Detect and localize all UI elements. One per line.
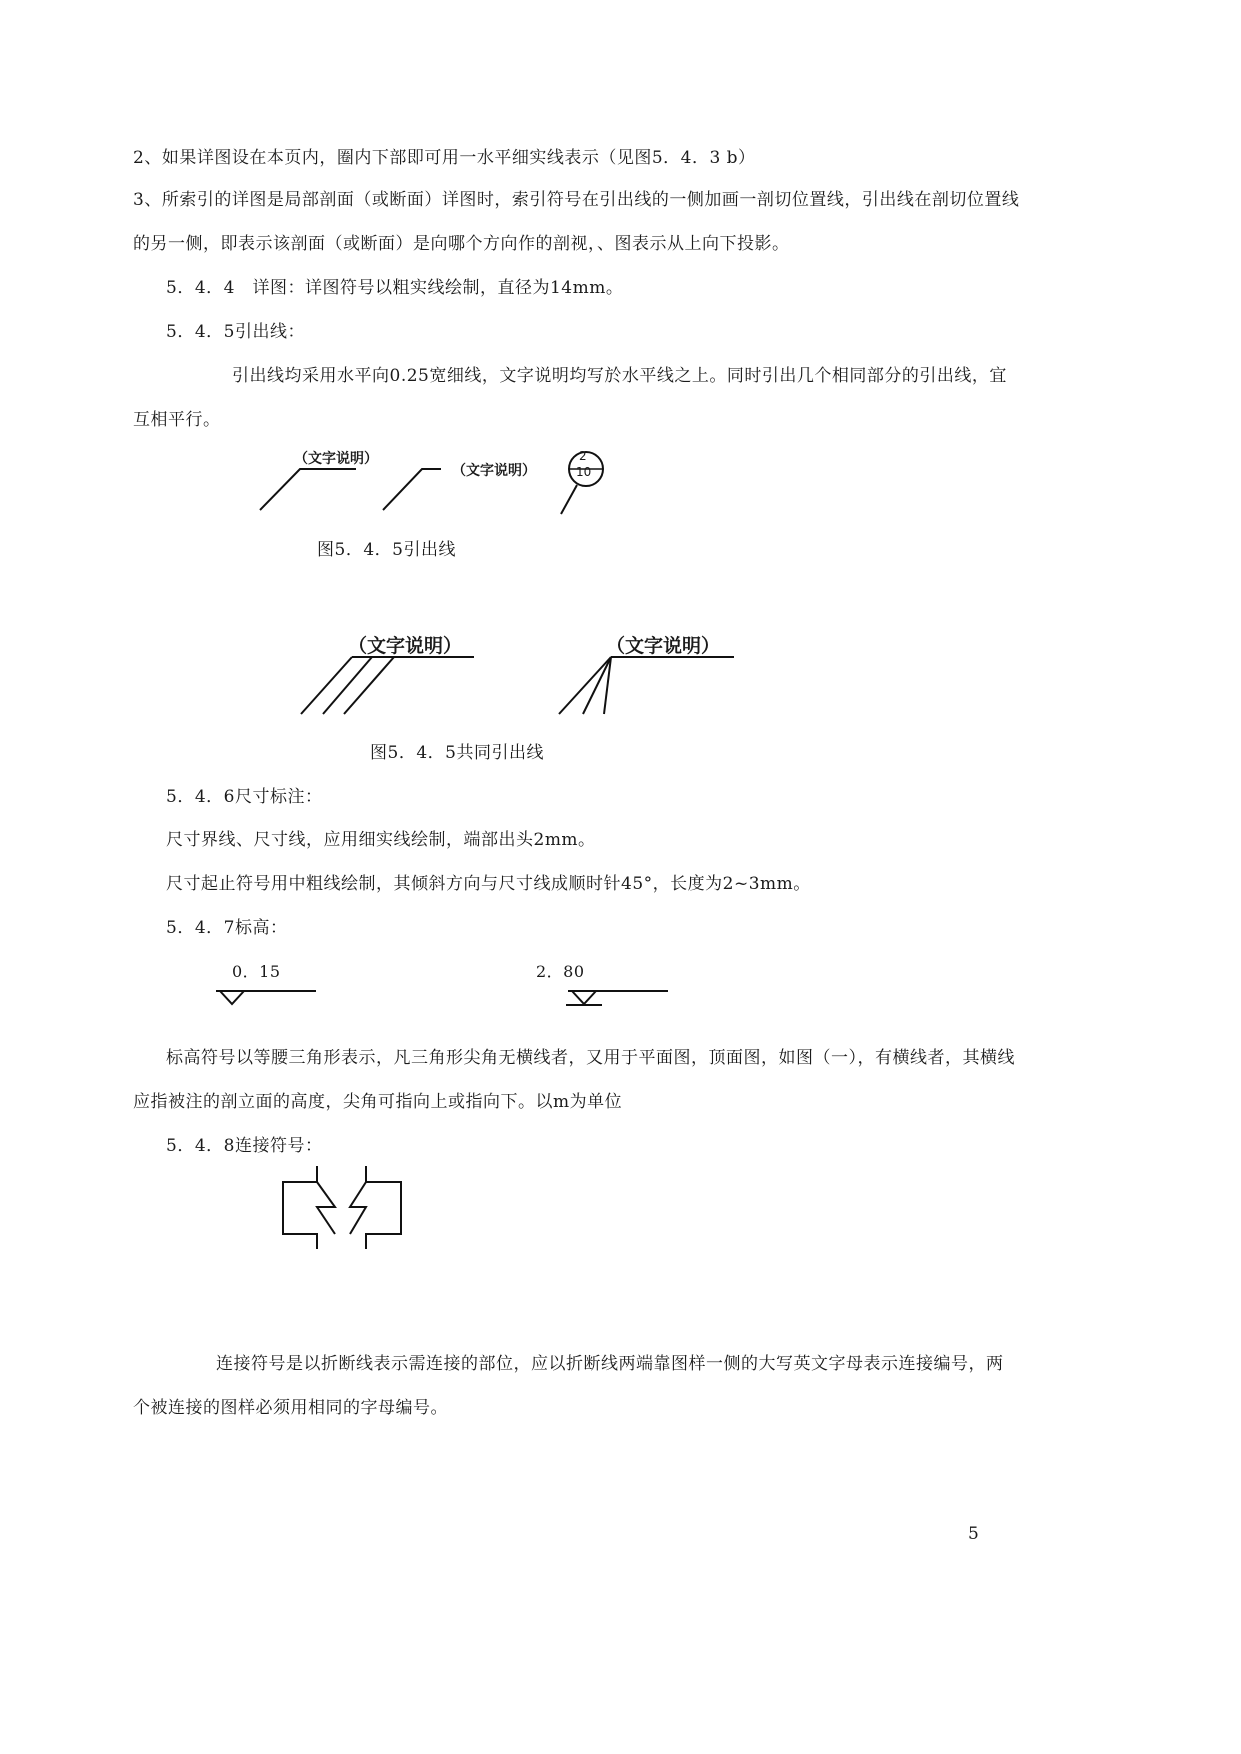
- section-5-4-5-heading: 5．4．5引出线：: [166, 322, 305, 342]
- section-5-4-4: 5．4．4 详图：详图符号以粗实线绘制，直径为14mm。: [166, 278, 624, 298]
- section-5-4-7-heading: 5．4．7标高：: [166, 918, 288, 938]
- section-5-4-6-line1: 尺寸界线、尺寸线，应用细实线绘制，端部出头2mm。: [166, 830, 596, 850]
- common-leader-label-2: （文字说明）: [606, 635, 721, 657]
- leader-label-2: （文字说明）: [452, 463, 536, 479]
- section-5-4-5-line1: 引出线均采用水平向0.25宽细线，文字说明均写於水平线之上。同时引出几个相同部分的引出线，宜: [232, 366, 1007, 386]
- elevation-value-2: 2．80: [536, 962, 585, 981]
- paragraph-section-detail-line2: 的另一侧，即表示该剖面（或断面）是向哪个方向作的剖视，、图表示从上向下投影。: [133, 234, 790, 254]
- paragraph-section-detail-line1: 3、所索引的详图是局部剖面（或断面）详图时，索引符号在引出线的一侧加画一剖切位置线，引出线在剖切位置线: [133, 190, 1020, 210]
- elevation-value-1: 0．15: [232, 962, 281, 981]
- connection-bracket-left: [283, 1166, 317, 1249]
- break-line-right: [350, 1182, 366, 1234]
- figure-caption-leader: 图5．4．5引出线: [317, 540, 456, 560]
- index-circle-top: 2: [579, 449, 587, 463]
- figure-caption-common-leader: 图5．4．5共同引出线: [370, 743, 544, 763]
- section-5-4-8-line1: 连接符号是以折断线表示需连接的部位，应以折断线两端靠图样一侧的大写英文字母表示连接编号，两: [216, 1354, 1004, 1374]
- index-circle-bottom: 10: [576, 465, 592, 479]
- section-5-4-8-heading: 5．4．8连接符号：: [166, 1136, 323, 1156]
- section-5-4-6-heading: 5．4．6尺寸标注：: [166, 787, 323, 807]
- section-5-4-7-line2: 应指被注的剖立面的高度，尖角可指向上或指向下。以m为单位: [133, 1092, 623, 1112]
- leader-label-1: （文字说明）: [294, 451, 378, 467]
- connection-bracket-right: [366, 1166, 401, 1249]
- page-number: 5: [968, 1524, 980, 1544]
- paragraph-detail-in-page: 2、如果详图设在本页内，圈内下部即可用一水平细实线表示（见图5．4．3 b）: [133, 148, 756, 168]
- section-5-4-7-line1: 标高符号以等腰三角形表示，凡三角形尖角无横线者，又用于平面图，顶面图，如图（一），有横线者，其横线: [166, 1048, 1015, 1068]
- section-5-4-6-line2: 尺寸起止符号用中粗线绘制，其倾斜方向与尺寸线成顺时针45°，长度为2~3mm。: [166, 874, 811, 894]
- section-5-4-8-line2: 个被连接的图样必须用相同的字母编号。: [133, 1398, 448, 1418]
- section-5-4-5-line2: 互相平行。: [133, 410, 221, 430]
- break-line-left: [317, 1182, 335, 1234]
- common-leader-label-1: （文字说明）: [348, 635, 463, 657]
